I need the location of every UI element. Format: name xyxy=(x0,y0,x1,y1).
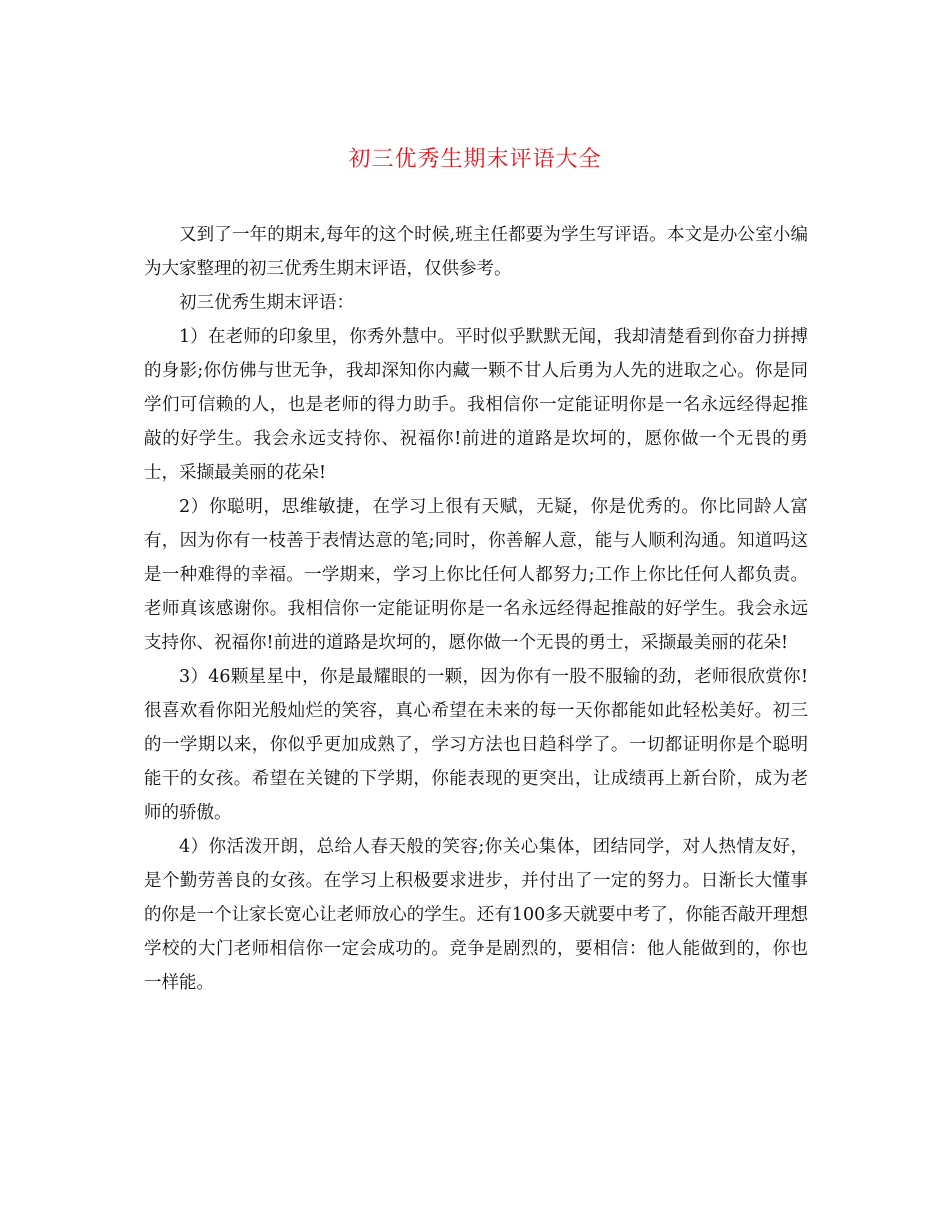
document-title: 初三优秀生期末评语大全 xyxy=(348,147,602,172)
section-heading: 初三优秀生期末评语： xyxy=(179,293,354,313)
comment-paragraph-4: 4）你活泼开朗，总给人春天般的笑容;你关心集体，团结同学，对人热情友好，是个勤劳善良的女孩。在学习上积极要求进步，并付出了一定的努力。日渐长大懂事的你是一个让家长宽心让老师放心的学生。还有100多天就要中考了，你能否敲开理想学校的大门老师相信你一定会成功的。竞争是剧烈的，要相信：他人能做到的，你也一样能。 xyxy=(144,837,808,993)
document-body xyxy=(144,218,808,1000)
intro-paragraph: 又到了一年的期末,每年的这个时候,班主任都要为学生写评语。本文是办公室小编为大家整理的初三优秀生期末评语，仅供参考。 xyxy=(144,225,808,279)
comment-paragraph-1: 1）在老师的印象里，你秀外慧中。平时似乎默默无闻，我却清楚看到你奋力拼搏的身影;你仿佛与世无争，我却深知你内藏一颗不甘人后勇为人先的进取之心。你是同学们可信赖的人，也是老师的得力助手。我相信你一定能证明你是一名永远经得起推敲的好学生。我会永远支持你、祝福你!前进的道路是坎坷的，愿你做一个无畏的勇士，采撷最美丽的花朵! xyxy=(144,327,808,483)
comment-paragraph-2: 2）你聪明，思维敏捷，在学习上很有天赋，无疑，你是优秀的。你比同龄人富有，因为你有一枝善于表情达意的笔;同时，你善解人意，能与人顺利沟通。知道吗这是一种难得的幸福。一学期来，学习上你比任何人都努力;工作上你比任何人都负责。老师真该感谢你。我相信你一定能证明你是一名永远经得起推敲的好学生。我会永远支持你、祝福你!前进的道路是坎坷的，愿你做一个无畏的勇士，采撷最美丽的花朵! xyxy=(144,497,808,653)
comment-paragraph-3: 3）46颗星星中，你是最耀眼的一颗，因为你有一股不服输的劲，老师很欣赏你!很喜欢看你阳光般灿烂的笑容，真心希望在未来的每一天你都能如此轻松美好。初三的一学期以来，你似乎更加成熟了，学习方法也日趋科学了。一切都证明你是个聪明能干的女孩。希望在关键的下学期，你能表现的更突出，让成绩再上新台阶，成为老师的骄傲。 xyxy=(144,667,808,823)
